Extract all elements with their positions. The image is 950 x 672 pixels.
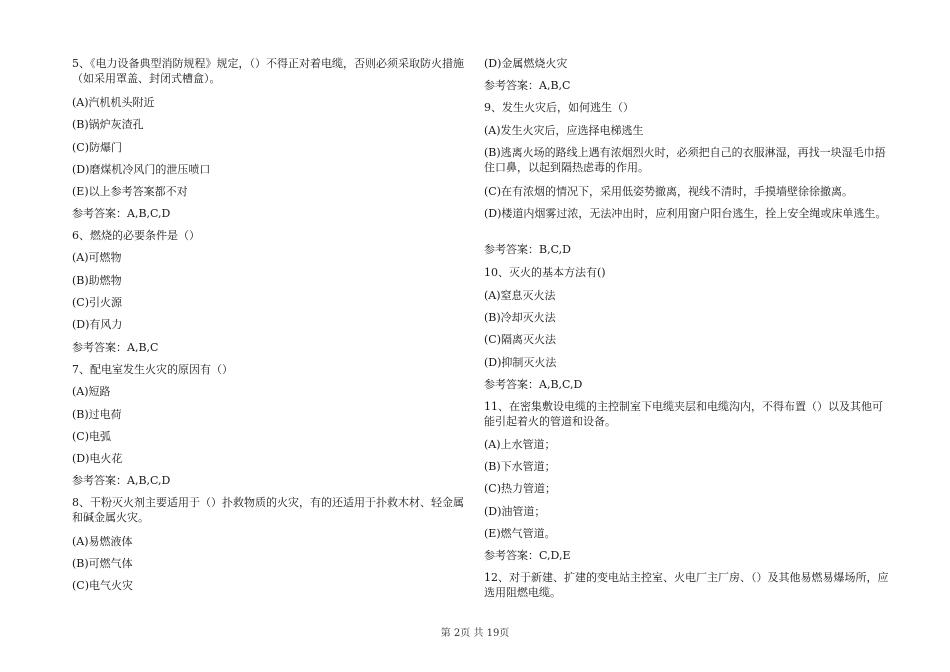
option-item: (A)易燃液体 [72,535,133,548]
option-item: (D)油管道； [484,505,546,518]
question-6: 6、燃烧的必要条件是（） [72,229,200,242]
option-item: (E)以上参考答案都不对 [72,185,188,198]
option-item: (C)引火源 [72,296,122,309]
option-item: (D)电火花 [72,452,123,465]
option-item: (C)防爆门 [72,141,122,154]
option-item: (C)热力管道； [484,482,556,495]
question-7: 7、配电室发生火灾的原因有（） [72,363,233,376]
question-5: 5、《电力设备典型消防规程》规定，（）不得正对着电缆，否则必须采取防火措施（如采用罩盖、封闭式槽盒）。 [72,57,464,85]
option-item: (D)楼道内烟雾过浓，无法冲出时，应利用窗户阳台逃生，拴上安全绳或床单逃生。 [484,207,887,220]
option-item: (A)可燃物 [72,251,122,264]
option-item: (B)过电荷 [72,408,122,421]
question-9: 9、发生火灾后，如何逃生（） [484,101,634,114]
answer-line: 参考答案：A,B,C [72,341,159,354]
question-12: 12、对于新建、扩建的变电站主控室、火电厂主厂房、（）及其他易燃易爆场所，应选用阻燃电缆。 [484,571,889,599]
option-item: (B)可燃气体 [72,557,133,570]
option-item: (A)上水管道； [484,438,556,451]
answer-line: 参考答案：A,B,C,D [72,207,171,220]
page-number: 第 2页 共 19页 [440,628,510,639]
option-item: (A)窒息灭火法 [484,289,556,302]
option-item: (B)逃离火场的路线上遇有浓烟烈火时，必须把自己的衣服淋湿，再找一块湿毛巾捂住口鼻，以起到隔热虑毒的作用。 [484,146,886,174]
question-10: 10、灭火的基本方法有() [484,266,606,279]
option-item: (B)锅炉灰渣孔 [72,118,144,131]
option-item: (C)在有浓烟的情况下，采用低姿势撤离，视线不清时，手摸墙壁徐徐撤离。 [484,185,853,198]
answer-line: 参考答案：A,B,C,D [72,474,171,487]
option-item: (A)发生火灾后，应选择电梯逃生 [484,124,644,137]
option-item: (D)磨煤机冷风门的泄压喷口 [72,163,211,176]
option-item: (B)冷却灭火法 [484,311,556,324]
option-item: (A)汽机机头附近 [72,96,155,109]
option-item: (B)下水管道； [484,460,556,473]
option-item: (C)隔离灭火法 [484,333,556,346]
answer-line: 参考答案：A,B,C [484,79,571,92]
question-8: 8、干粉灭火剂主要适用于（）扑救物质的火灾，有的还适用于扑救木材、轻金属和碱金属火灾。 [72,496,464,524]
option-item: (C)电气火灾 [72,579,133,592]
option-item: (D)抑制灭火法 [484,356,557,369]
option-item: (D)金属燃烧火灾 [484,57,568,70]
answer-line: 参考答案：A,B,C,D [484,378,583,391]
option-item: (B)助燃物 [72,274,122,287]
option-item: (C)电弧 [72,430,111,443]
option-item: (A)短路 [72,385,111,398]
question-11: 11、在密集敷设电缆的主控制室下电缆夹层和电缆沟内，不得布置（）以及其他可能引起着火的管道和设备。 [484,400,883,428]
answer-line: 参考答案：C,D,E [484,549,571,562]
answer-line: 参考答案：B,C,D [484,243,571,256]
option-item: (E)燃气管道。 [484,527,556,540]
option-item: (D)有风力 [72,318,123,331]
